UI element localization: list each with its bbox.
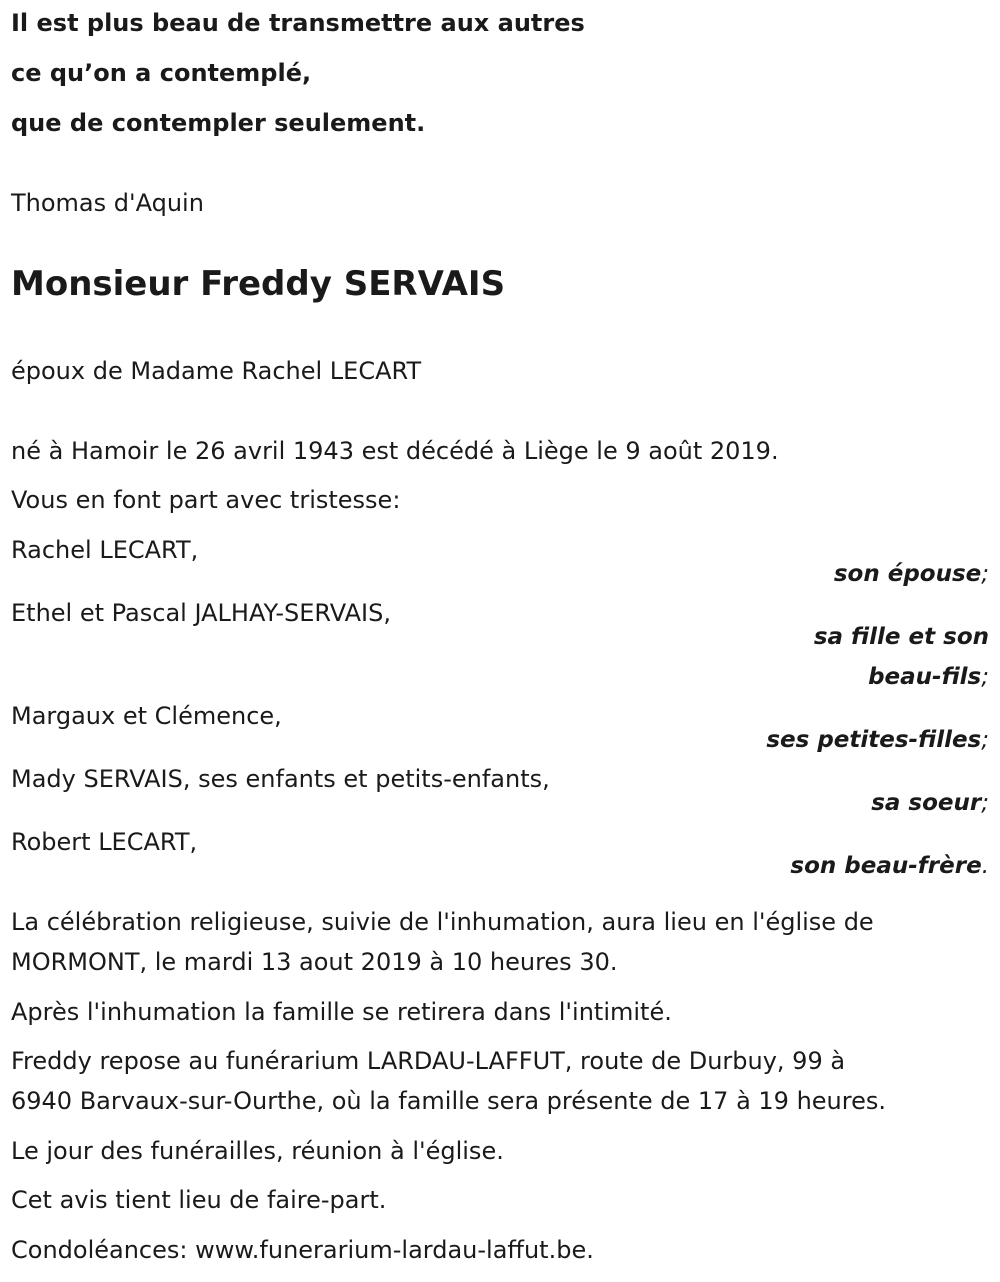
spouse-line: époux de Madame Rachel LECART [11,357,422,385]
relation-text: sa soeur [871,790,982,816]
family-member-relation [790,853,989,881]
relation-text: sa fille et son [813,624,989,650]
condolences-line: Condoléances: www.funerarium-lardau-laffut.be. [11,1236,594,1264]
funeral-day-line: Le jour des funérailles, réunion à l'église. [11,1137,504,1165]
birth-death-line: né à Hamoir le 26 avril 1943 est décédé à Liège le 9 août 2019. [11,437,779,465]
family-member-name: Rachel LECART, [11,536,199,564]
ceremony-line-2: MORMONT, le mardi 13 aout 2019 à 10 heures 30. [11,948,618,976]
family-intro: Vous en font part avec tristesse: [11,486,401,514]
notice-line: Cet avis tient lieu de faire-part. [11,1186,387,1214]
relation-punct: ; [981,790,989,816]
family-member-name: Mady SERVAIS, ses enfants et petits-enfants, [11,765,550,793]
relation-text: son beau-frère [790,853,982,879]
quote-line-2: ce qu’on a contemplé, [11,59,312,87]
family-member-name: Margaux et Clémence, [11,702,282,730]
family-member-relation-line-2 [868,664,989,692]
family-member-name: Robert LECART, [11,828,198,856]
deceased-name: Monsieur Freddy SERVAIS [11,264,506,304]
family-member-relation [766,727,989,755]
rest-line-2: 6940 Barvaux-sur-Ourthe, où la famille sera présente de 17 à 19 heures. [11,1087,887,1115]
family-member-relation [871,790,989,818]
after-burial-line: Après l'inhumation la famille se retirera dans l'intimité. [11,998,672,1026]
quote-author: Thomas d'Aquin [11,189,204,217]
relation-text: son épouse [833,561,982,587]
relation-punct: ; [981,561,989,587]
family-member-name: Ethel et Pascal JALHAY-SERVAIS, [11,599,391,627]
relation-text: ses petites-filles [766,727,982,753]
quote-line-3: que de contempler seulement. [11,109,426,137]
family-member-relation-line-1 [814,624,989,652]
relation-text: beau-fils [868,664,982,690]
quote-line-1: Il est plus beau de transmettre aux autres [11,9,585,37]
ceremony-line-1: La célébration religieuse, suivie de l'inhumation, aura lieu en l'église de [11,908,874,936]
relation-punct: . [981,853,989,879]
family-member-relation [834,561,989,589]
relation-punct: ; [981,727,989,753]
relation-punct: ; [981,664,989,690]
rest-line-1: Freddy repose au funérarium LARDAU-LAFFUT, route de Durbuy, 99 à [11,1047,846,1075]
